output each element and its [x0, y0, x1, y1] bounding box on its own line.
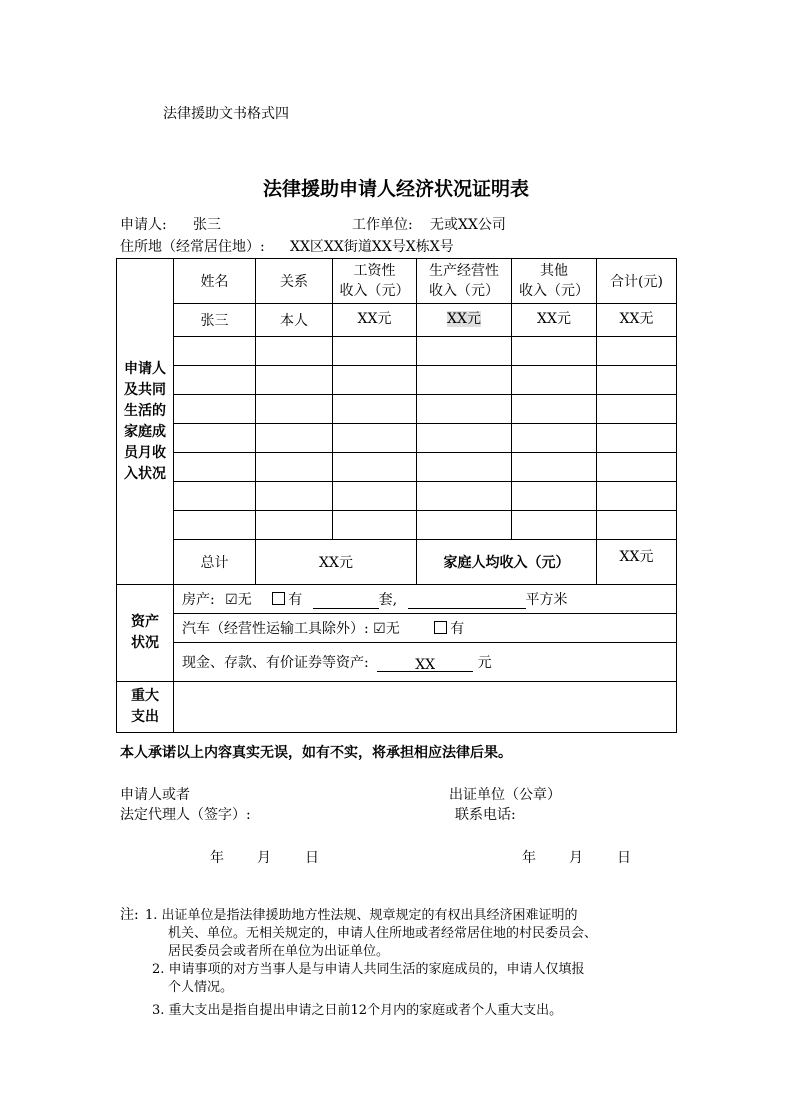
table-row [117, 304, 677, 337]
cash-label: 现金、存款、有价证券等资产: [182, 655, 369, 671]
col-header-name: 姓名 [174, 259, 256, 304]
car-yes-checkbox[interactable] [434, 621, 447, 634]
car-no-label: 无 [385, 621, 400, 637]
car-row [117, 614, 677, 643]
note-2-line1: 2. 申请事项的对方当事人是与申请人共同生活的家庭成员的，申请人仅填报 [152, 962, 585, 977]
car-no-checkbox[interactable]: ☑ [373, 621, 386, 637]
cell-business[interactable]: XX元 [417, 304, 512, 337]
economic-status-table [116, 258, 677, 733]
col-header-total: 合计(元) [597, 259, 677, 304]
signer-label-line1: 申请人或者 [120, 787, 190, 803]
house-row [117, 585, 677, 614]
address-value: XX区XX街道XX号X栋X号 [290, 239, 454, 255]
table-row [117, 453, 677, 482]
issuer-label: 出证单位（公章） [449, 787, 561, 803]
note-2-line2: 个人情况。 [168, 980, 234, 995]
table-row [117, 424, 677, 453]
income-section-label: 申请人及共同生活的家庭成员月收入状况 [117, 259, 174, 585]
assets-section-label: 资产状况 [117, 585, 174, 682]
car-field [174, 614, 677, 643]
cell-wage[interactable]: XX元 [333, 304, 417, 337]
cell-total[interactable]: XX无 [597, 304, 677, 337]
cash-row [117, 643, 677, 682]
cell-other[interactable]: XX元 [512, 304, 597, 337]
house-yes-label: 有 [288, 592, 303, 608]
cash-unit: 元 [477, 655, 492, 671]
contact-phone-label: 联系电话: [455, 807, 516, 823]
house-area-unit: 平方米 [525, 592, 568, 608]
work-unit-value: 无或XX公司 [430, 217, 506, 233]
table-row [117, 337, 677, 366]
right-day: 日 [617, 850, 631, 866]
right-month: 月 [569, 850, 583, 866]
left-day: 日 [305, 850, 319, 866]
table-row [117, 366, 677, 395]
house-yes-checkbox[interactable] [272, 592, 285, 605]
right-year: 年 [522, 850, 536, 866]
house-count-input[interactable] [313, 594, 379, 609]
applicant-name-value: 张三 [193, 217, 221, 233]
income-total-row [117, 540, 677, 585]
per-capita-label: 家庭人均收入（元） [417, 540, 597, 585]
cash-input[interactable]: XX [377, 657, 473, 672]
left-month: 月 [257, 850, 271, 866]
note-1-line3: 居民委员会或者所在单位为出证单位。 [168, 944, 390, 959]
col-header-business: 生产经营性 收入（元） [417, 259, 512, 304]
col-header-wage: 工资性 收入（元） [333, 259, 417, 304]
signer-label-line2: 法定代理人（签字）: [120, 807, 251, 823]
col-header-relation: 关系 [256, 259, 333, 304]
note-1-line2: 机关、单位。无相关规定的，申请人住所地或者经常居住地的村民委员会、 [168, 926, 598, 941]
major-expense-row [117, 682, 677, 733]
house-no-label: 无 [237, 592, 252, 608]
notes-prefix: 注: [120, 907, 139, 923]
pledge-text: 本人承诺以上内容真实无误，如有不实，将承担相应法律后果。 [120, 745, 512, 761]
cell-relation[interactable]: 本人 [256, 304, 333, 337]
major-expense-field[interactable] [174, 682, 677, 733]
house-field [174, 585, 677, 614]
cash-field [174, 643, 677, 682]
total-label: 总计 [174, 540, 256, 585]
per-capita-value[interactable]: XX元 [597, 540, 677, 585]
page-title: 法律援助申请人经济状况证明表 [262, 178, 529, 200]
table-row [117, 511, 677, 540]
work-unit-label: 工作单位: [352, 217, 413, 233]
house-count-unit: 套, [378, 592, 398, 608]
cell-name[interactable]: 张三 [174, 304, 256, 337]
house-no-checkbox[interactable]: ☑ [225, 592, 238, 608]
note-3-line1: 3. 重大支出是指自提出申请之日前12个月内的家庭或者个人重大支出。 [152, 1003, 563, 1018]
left-year: 年 [210, 850, 224, 866]
col-header-other: 其他 收入（元） [512, 259, 597, 304]
car-yes-label: 有 [450, 621, 465, 637]
major-expense-label: 重大支出 [117, 682, 174, 733]
house-label: 房产: [182, 592, 215, 608]
format-label: 法律援助文书格式四 [163, 106, 289, 122]
applicant-name-label: 申请人: [120, 217, 167, 233]
car-label: 汽车（经营性运输工具除外）: [182, 621, 369, 637]
income-header-row [117, 259, 677, 304]
house-area-input[interactable] [408, 594, 526, 609]
table-row [117, 482, 677, 511]
table-row [117, 395, 677, 424]
note-1-line1: 1. 出证单位是指法律援助地方性法规、规章规定的有权出具经济困难证明的 [145, 908, 578, 923]
address-label: 住所地（经常居住地）: [120, 239, 265, 255]
total-value[interactable]: XX元 [256, 540, 417, 585]
